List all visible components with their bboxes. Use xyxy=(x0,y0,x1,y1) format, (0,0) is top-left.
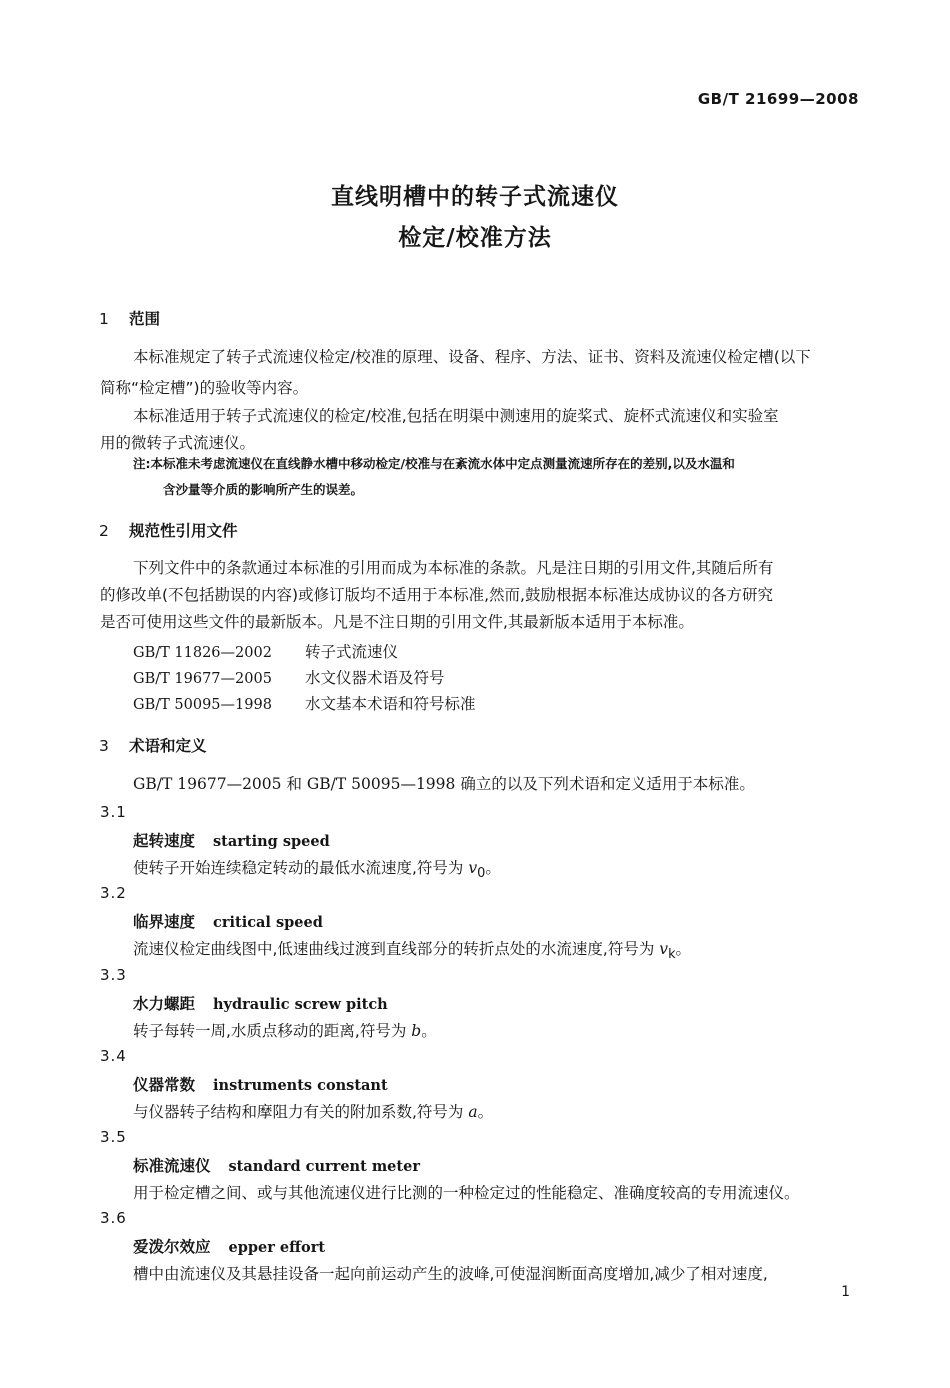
term-en: instruments constant xyxy=(213,1077,388,1094)
term-definition: 槽中由流速仪及其悬挂设备一起向前运动产生的波峰,可使湿润断面高度增加,减少了相对速度, xyxy=(133,1265,768,1283)
note-line: 注:本标准未考虑流速仪在直线静水槽中移动检定/校准与在紊流水体中定点测量流速所存在的差别,以及水温和 xyxy=(133,456,735,471)
term-cn: 仪器常数 xyxy=(133,1076,196,1094)
term-number: 3.3 xyxy=(100,966,127,984)
reference-code: GB/T 11826—2002 xyxy=(133,645,272,661)
section-title: 规范性引用文件 xyxy=(129,522,238,540)
term-cn: 水力螺距 xyxy=(133,995,196,1013)
term-cn: 爱泼尔效应 xyxy=(133,1238,211,1256)
term-cn: 标准流速仪 xyxy=(133,1157,211,1175)
term-en: critical speed xyxy=(213,914,323,931)
document-title-line1: 直线明槽中的转子式流速仪 xyxy=(331,184,619,210)
paragraph-line: 是否可使用这些文件的最新版本。凡是不注日期的引用文件,其最新版本适用于本标准。 xyxy=(100,613,694,631)
reference-code: GB/T 50095—1998 xyxy=(133,697,272,713)
reference-row xyxy=(133,692,476,714)
term-definition xyxy=(133,856,501,881)
term-heading xyxy=(133,1073,388,1095)
definition-tail: 。 xyxy=(675,940,692,958)
standard-number: GB/T 21699—2008 xyxy=(697,90,859,108)
intro-text: 和 xyxy=(281,775,307,793)
symbol-subscript: k xyxy=(668,947,676,963)
page-number: 1 xyxy=(841,1284,850,1300)
term-definition: 用于检定槽之间、或与其他流速仪进行比测的一种检定过的性能稳定、准确度较高的专用流速仪。 xyxy=(133,1184,800,1202)
reference-row xyxy=(133,640,398,662)
reference-title: 水文仪器术语及符号 xyxy=(305,669,445,687)
reference-title: 转子式流速仪 xyxy=(305,643,399,661)
section-title: 范围 xyxy=(129,310,161,328)
term-definition xyxy=(133,937,691,962)
term-heading xyxy=(133,992,388,1014)
term-en: standard current meter xyxy=(228,1158,420,1175)
paragraph-line: 简称“检定槽”)的验收等内容。 xyxy=(100,379,309,397)
term-definition xyxy=(133,1100,493,1122)
standard-ref: GB/T 50095—1998 xyxy=(306,775,456,793)
document-title-line2: 检定/校准方法 xyxy=(398,225,552,251)
definition-tail: 。 xyxy=(485,859,501,877)
paragraph-line: 本标准适用于转子式流速仪的检定/校准,包括在明渠中测速用的旋桨式、旋杯式流速仪和实验室 xyxy=(133,407,779,425)
note-line: 含沙量等介质的影响所产生的误差。 xyxy=(163,482,364,497)
symbol: a xyxy=(468,1103,478,1121)
symbol: v xyxy=(659,940,669,958)
symbol: v xyxy=(468,859,478,877)
term-en: epper effort xyxy=(228,1239,326,1256)
term-en: starting speed xyxy=(213,833,330,850)
reference-code: GB/T 19677—2005 xyxy=(133,671,272,687)
reference-row xyxy=(133,666,445,688)
definition-text: 与仪器转子结构和摩阻力有关的附加系数,符号为 xyxy=(133,1103,469,1121)
paragraph-line: 下列文件中的条款通过本标准的引用而成为本标准的条款。凡是注日期的引用文件,其随后所有 xyxy=(133,559,774,577)
term-heading xyxy=(133,910,323,932)
definition-text: 流速仪检定曲线图中,低速曲线过渡到直线部分的转折点处的水流速度,符号为 xyxy=(133,940,660,958)
definition-text: 转子每转一周,水质点移动的距离,符号为 xyxy=(133,1022,412,1040)
term-heading xyxy=(133,829,330,851)
definition-text: 使转子开始连续稳定转动的最低水流速度,符号为 xyxy=(133,859,469,877)
term-cn: 临界速度 xyxy=(133,913,196,931)
definition-tail: 。 xyxy=(477,1103,494,1121)
term-number: 3.6 xyxy=(100,1209,127,1227)
symbol: b xyxy=(411,1022,422,1040)
section-number: 1 xyxy=(99,310,109,328)
term-heading xyxy=(133,1154,420,1176)
paragraph-line: 用的微转子式流速仪。 xyxy=(100,434,256,452)
term-definition xyxy=(133,1019,437,1041)
term-cn: 起转速度 xyxy=(133,832,196,850)
term-number: 3.4 xyxy=(100,1047,127,1065)
term-heading xyxy=(133,1235,325,1257)
section-title: 术语和定义 xyxy=(129,737,207,755)
symbol-subscript: 0 xyxy=(477,866,486,882)
term-number: 3.5 xyxy=(100,1128,127,1146)
section-3-heading xyxy=(99,734,207,756)
definition-tail: 。 xyxy=(421,1022,437,1040)
intro-text: 确立的以及下列术语和定义适用于本标准。 xyxy=(455,775,755,793)
term-number: 3.1 xyxy=(100,803,127,821)
standard-ref: GB/T 19677—2005 xyxy=(133,775,282,793)
section-number: 2 xyxy=(99,522,109,540)
section-1-heading xyxy=(99,307,160,329)
section-number: 3 xyxy=(99,737,109,755)
paragraph-line: 本标准规定了转子式流速仪检定/校准的原理、设备、程序、方法、证书、资料及流速仪检定槽(以下 xyxy=(133,348,811,366)
paragraph-line: 的修改单(不包括勘误的内容)或修订版均不适用于本标准,然而,鼓励根据本标准达成协议的各方研究 xyxy=(100,586,773,604)
term-number: 3.2 xyxy=(100,884,127,902)
term-en: hydraulic screw pitch xyxy=(213,996,388,1013)
section-2-heading xyxy=(99,519,238,541)
section-3-intro xyxy=(133,772,755,794)
reference-title: 水文基本术语和符号标准 xyxy=(305,695,476,713)
